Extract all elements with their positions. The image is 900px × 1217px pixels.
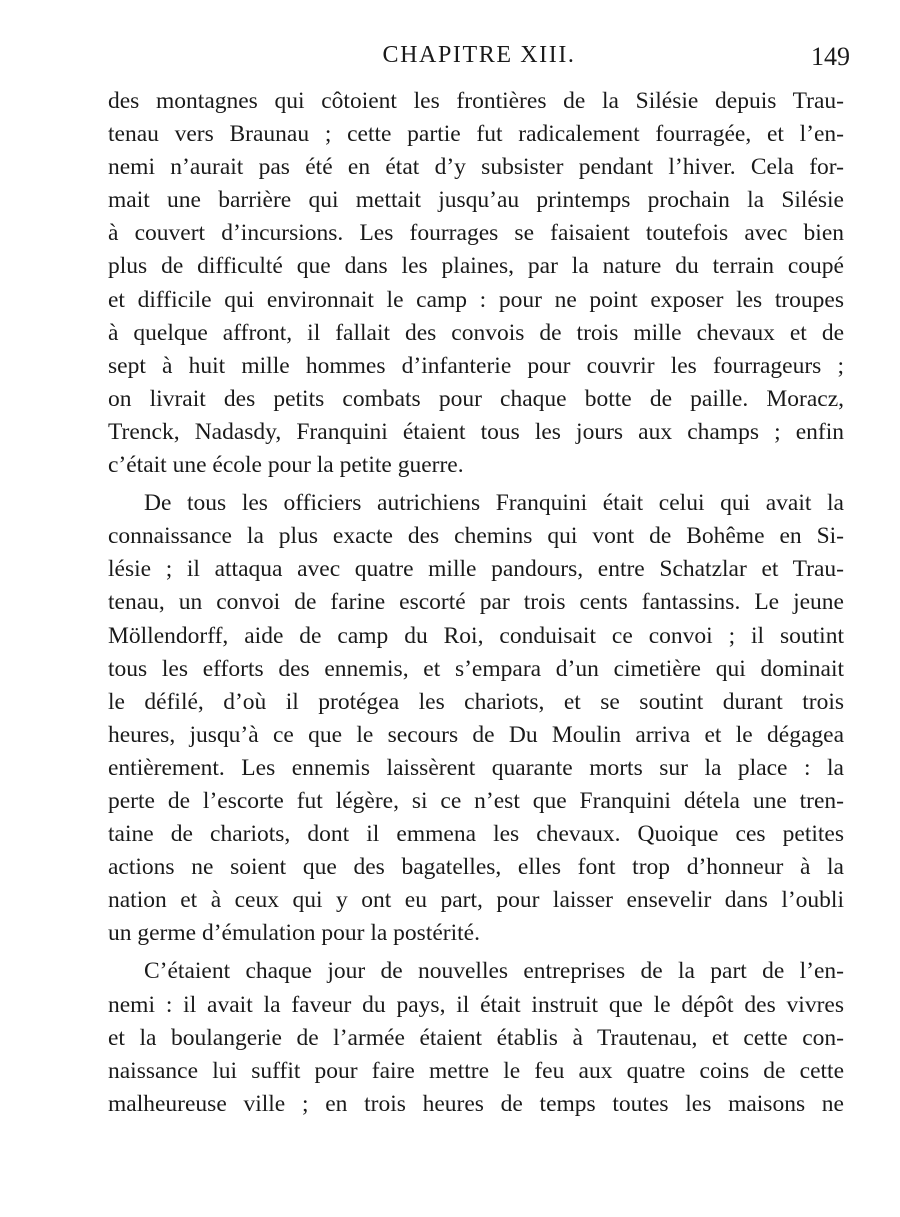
text-line: actions ne soient que des bagatelles, elles font trop d’honneur à la [108, 854, 844, 881]
text-line: malheureuse ville ; en trois heures de temps toutes les maisons ne [108, 1090, 844, 1117]
text-line: perte de l’escorte fut légère, si ce n’est que Franquini détela une tren- [108, 787, 844, 814]
text-line: entièrement. Les ennemis laissèrent quarante morts sur la place : la [108, 754, 844, 781]
page-number: 149 [811, 42, 850, 71]
text-line: Trenck, Nadasdy, Franquini étaient tous les jours aux champs ; enfin [108, 418, 844, 445]
text-line: connaissance la plus exacte des chemins qui vont de Bohême en Si- [108, 523, 844, 550]
text-line: et difficile qui environnait le camp : pour ne point exposer les troupes [108, 286, 844, 313]
text-line: nemi : il avait la faveur du pays, il était instruit que le dépôt des vivres [108, 991, 844, 1018]
text-line: un germe d’émulation pour la postérité. [108, 920, 480, 947]
text-line: c’était une école pour la petite guerre. [108, 452, 464, 479]
paragraph-3 [108, 955, 844, 1120]
text-line: tenau, un convoi de farine escorté par trois cents fantassins. Le jeune [108, 589, 844, 616]
text-line: tous les efforts des ennemis, et s’empara d’un cimetière qui dominait [108, 655, 844, 682]
running-head [108, 40, 850, 74]
text-line: on livrait des petits combats pour chaque botte de paille. Moracz, [108, 385, 844, 412]
text-line: nation et à ceux qui y ont eu part, pour laisser ensevelir dans l’oubli [108, 887, 844, 914]
text-line: mait une barrière qui mettait jusqu’au printemps prochain la Silésie [108, 187, 844, 214]
text-line: heures, jusqu’à ce que le secours de Du Moulin arriva et le dégagea [108, 721, 844, 748]
text-line: Möllendorff, aide de camp du Roi, conduisait ce convoi ; il soutint [108, 622, 844, 649]
text-line: sept à huit mille hommes d’infanterie pour couvrir les fourrageurs ; [108, 352, 844, 379]
text-line: le défilé, d’où il protégea les chariots, et se soutint durant trois [108, 688, 844, 715]
text-line: et la boulangerie de l’armée étaient établis à Trautenau, et cette con- [108, 1024, 844, 1051]
paragraph-2 [108, 487, 844, 950]
text-line: nemi n’aurait pas été en état d’y subsister pendant l’hiver. Cela for- [108, 154, 844, 181]
paragraph-1 [108, 85, 844, 482]
text-line: à quelque affront, il fallait des convois de trois mille chevaux et de [108, 319, 844, 346]
text-line: naissance lui suffit pour faire mettre le feu aux quatre coins de cette [108, 1057, 844, 1084]
text-line: lésie ; il attaqua avec quatre mille pandours, entre Schatzlar et Trau- [108, 556, 844, 583]
text-line: des montagnes qui côtoient les frontières de la Silésie depuis Trau- [108, 88, 844, 114]
chapter-title: CHAPITRE XIII. [382, 42, 576, 68]
text-line: tenau vers Braunau ; cette partie fut radicalement fourragée, et l’en- [108, 121, 844, 148]
body-text [108, 85, 844, 1121]
text-line: à couvert d’incursions. Les fourrages se faisaient toutefois avec bien [108, 220, 844, 247]
text-line: taine de chariots, dont il emmena les chevaux. Quoique ces petites [108, 821, 844, 848]
text-line: De tous les officiers autrichiens Franquini était celui qui avait la [144, 490, 844, 517]
text-line: C’étaient chaque jour de nouvelles entreprises de la part de l’en- [144, 958, 844, 985]
text-line: plus de difficulté que dans les plaines, par la nature du terrain coupé [108, 253, 844, 280]
